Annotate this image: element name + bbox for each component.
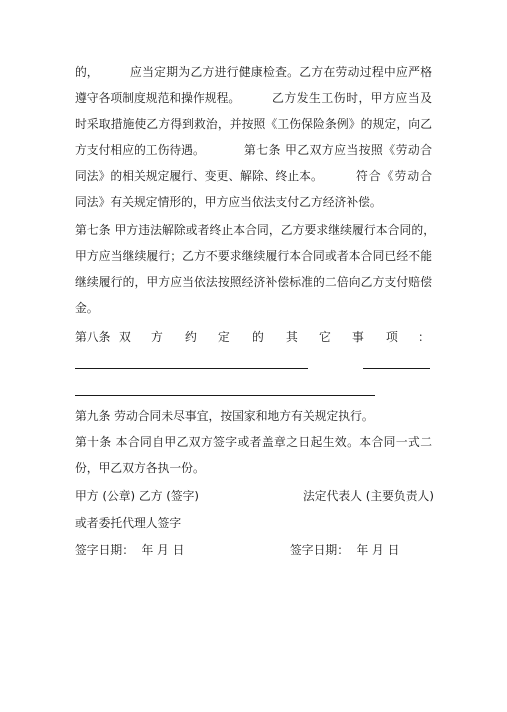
text-segment: 应当定期为乙方进行健康检查。乙方在劳动过程中应严格 xyxy=(130,65,432,79)
article-8-char: 定 xyxy=(218,330,230,344)
article-9: 第九条 劳动合同未尽事宜，按国家和地方有关规定执行。 xyxy=(75,409,374,423)
article-10-line-1: 第十条 本合同自甲乙双方签字或者盖章之日起生效。本合同一式二 xyxy=(75,435,432,449)
text-segment: 的， xyxy=(75,65,99,79)
party-signature-label: 甲方 (公章) 乙方 (签字) xyxy=(75,489,200,503)
agent-signature-label: 或者委托代理人签字 xyxy=(75,516,182,530)
text-line: 时采取措施使乙方得到救治，并按照《工伤保险条例》的规定，向乙 xyxy=(75,117,432,131)
article-8-char: ： xyxy=(418,330,430,344)
legal-representative-label: 法定代表人 (主要负责人) xyxy=(303,489,434,503)
article-8-char: 双 xyxy=(119,330,131,344)
blank-fill-line xyxy=(75,395,375,396)
text-segment: 同法》的相关规定履行、变更、解除、终止本。 xyxy=(75,169,323,183)
article-8-char: 项 xyxy=(386,330,398,344)
text-segment: 遵守各项制度规范和操作规程。 xyxy=(75,91,241,105)
blank-fill-line xyxy=(75,368,308,369)
text-line: 金。 xyxy=(75,301,99,315)
article-8-label: 第八条 xyxy=(75,330,111,344)
blank-fill-line xyxy=(363,368,430,369)
signature-date-left: 签字日期： 年 月 日 xyxy=(75,543,185,557)
text-segment: 乙方发生工伤时，甲方应当及 xyxy=(272,91,432,105)
article-8-char: 的 xyxy=(252,330,264,344)
text-segment: 符合《劳动合 xyxy=(356,169,432,183)
article-10-line-2: 份，甲乙双方各执一份。 xyxy=(75,461,205,475)
article-8-char: 事 xyxy=(352,330,364,344)
article-7-heading-segment: 第七条 甲乙双方应当按照《劳动合 xyxy=(244,143,432,157)
text-line: 第七条 甲方违法解除或者终止本合同，乙方要求继续履行本合同的， xyxy=(75,223,435,237)
article-8-char: 方 xyxy=(151,330,163,344)
article-8-char: 约 xyxy=(185,330,197,344)
text-line: 同法》有关规定情形的，甲方应当依法支付乙方经济补偿。 xyxy=(75,195,382,209)
signature-date-right: 签字日期： 年 月 日 xyxy=(290,543,400,557)
text-line: 甲方应当继续履行；乙方不要求继续履行本合同或者本合同已经不能 xyxy=(75,249,432,263)
text-segment: 方支付相应的工伤待遇。 xyxy=(75,143,205,157)
text-line: 继续履行的，甲方应当依法按照经济补偿标准的二倍向乙方支付赔偿 xyxy=(75,275,432,289)
article-8-char: 其 xyxy=(286,330,298,344)
article-8-char: 它 xyxy=(319,330,331,344)
